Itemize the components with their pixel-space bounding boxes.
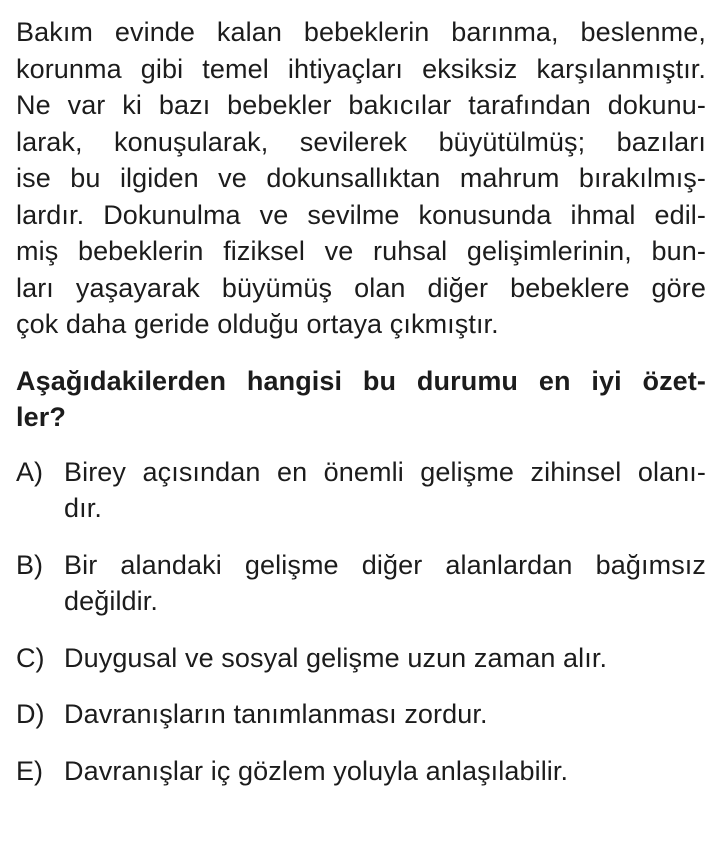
option-line: Bir alandaki gelişme diğer alanlardan bağımsız xyxy=(64,549,706,580)
passage-line: Bakım evinde kalan bebeklerin barınma, beslenme, xyxy=(16,17,706,47)
option-letter: D) xyxy=(16,699,45,729)
passage-line: korunma gibi temel ihtiyaçları eksiksiz karşılanmıştır. xyxy=(16,53,706,84)
question-stem xyxy=(16,363,706,436)
option-letter: B) xyxy=(16,549,43,580)
passage-line: larak, konuşularak, sevilerek büyütülmüş; bazıları xyxy=(16,126,706,157)
question-line: ler? xyxy=(16,402,66,432)
option-line: Davranışların tanımlanması zordur. xyxy=(64,699,488,729)
option-line: Birey açısından en önemli gelişme zihinsel olanı- xyxy=(64,456,706,487)
passage-line: Ne var ki bazı bebekler bakıcılar tarafından dokunu- xyxy=(16,90,706,120)
option-text xyxy=(64,454,706,527)
passage-text xyxy=(16,14,706,343)
option-letter: E) xyxy=(16,755,43,786)
option-text xyxy=(64,753,706,790)
passage-line: ise bu ilgiden ve dokunsallıktan mahrum bırakılmış- xyxy=(16,163,706,193)
option-d[interactable] xyxy=(16,696,706,733)
option-line: Davranışlar iç gözlem yoluyla anlaşılabilir. xyxy=(64,755,569,786)
option-letter: A) xyxy=(16,456,43,487)
passage-line: lardır. Dokunulma ve sevilme konusunda ihmal edil- xyxy=(16,199,706,230)
option-line: Duygusal ve sosyal gelişme uzun zaman alır. xyxy=(64,642,608,673)
option-text xyxy=(64,696,706,733)
passage-line: çok daha geride olduğu ortaya çıkmıştır. xyxy=(16,309,499,339)
option-line: dır. xyxy=(64,493,102,523)
option-text xyxy=(64,547,706,620)
passage-line: ları yaşayarak büyümüş olan diğer bebeklere göre xyxy=(16,272,706,303)
option-a[interactable] xyxy=(16,454,706,527)
option-text xyxy=(64,640,706,677)
passage-line: miş bebeklerin fiziksel ve ruhsal gelişimlerinin, bun- xyxy=(16,236,706,266)
option-e[interactable] xyxy=(16,753,706,790)
answer-options xyxy=(16,454,706,790)
option-c[interactable] xyxy=(16,640,706,677)
option-letter: C) xyxy=(16,642,45,673)
option-line: değildir. xyxy=(64,586,158,616)
question-line: Aşağıdakilerden hangisi bu durumu en iyi özet- xyxy=(16,365,706,396)
option-b[interactable] xyxy=(16,547,706,620)
